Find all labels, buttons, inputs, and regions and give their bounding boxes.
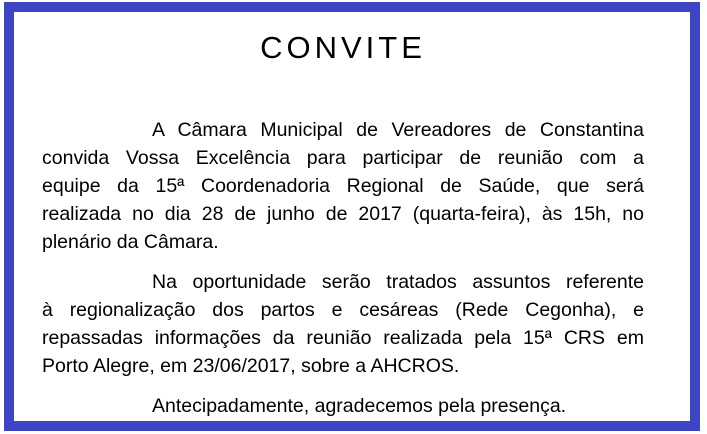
paragraph-line: Antecipadamente, agradecemos pela presença. — [152, 395, 567, 417]
invitation-frame — [4, 2, 700, 431]
paragraph-3 — [42, 392, 644, 420]
paragraph-line: repassadas informações da reunião realizada pela 15ª CRS em — [42, 327, 644, 349]
paragraph-2 — [42, 268, 644, 380]
invitation-title: CONVITE — [260, 30, 426, 65]
paragraph-line: Porto Alegre, em 23/06/2017, sobre a AHCROS. — [42, 355, 460, 377]
paragraph-line: convida Vossa Excelência para participar de reunião com a — [42, 147, 644, 169]
paragraph-line: realizada no dia 28 de junho de 2017 (quarta-feira), às 15h, no — [42, 203, 644, 225]
paragraph-line: à regionalização dos partos e cesáreas (Rede Cegonha), e — [42, 299, 644, 321]
invitation-body — [42, 116, 644, 420]
paragraph-line: equipe da 15ª Coordenadoria Regional de Saúde, que será — [42, 175, 644, 197]
paragraph-line: plenário da Câmara. — [42, 231, 219, 253]
paragraph-line: A Câmara Municipal de Vereadores de Constantina — [152, 119, 644, 141]
paragraph-1 — [42, 116, 644, 256]
paragraph-line: Na oportunidade serão tratados assuntos referente — [152, 271, 644, 293]
